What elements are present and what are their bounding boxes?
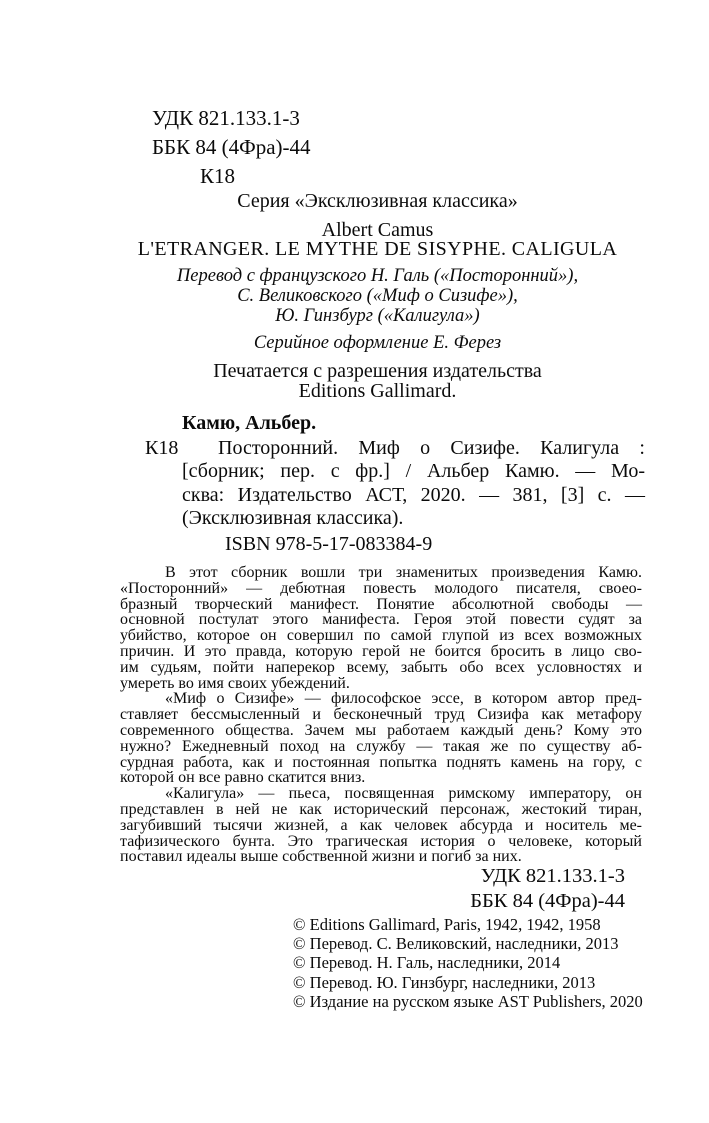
permission-line: Editions Gallimard.	[298, 380, 457, 402]
annotation-line: представлен в ней не как исторический персонаж, жестокий тиран,	[120, 800, 642, 818]
annotation-line: бразный творческий манифест. Понятие абсолютной свободы —	[120, 595, 642, 613]
permission-block	[115, 361, 640, 401]
series-line: Серия «Эксклюзивная классика»	[237, 190, 518, 212]
annotation-line: загубивший тысячи жизней, а как человек абсурда и носитель ме-	[120, 816, 642, 834]
translator-line: Ю. Гинзбург («Калигула»)	[275, 306, 480, 326]
original-title: L'ETRANGER. LE MYTHE DE SISYPHE. CALIGULA	[137, 238, 618, 260]
permission-line: Печатается с разрешения издательства	[213, 360, 542, 382]
annotation-line: умереть во имя своих убеждений.	[120, 674, 350, 692]
translator-line: С. Великовского («Миф о Сизифе»),	[237, 286, 518, 306]
card-code: К18	[145, 437, 179, 459]
annotation-paragraph	[120, 691, 642, 786]
annotation-line: убийство, которое он совершил по самой глупой из всех возможных	[120, 627, 642, 645]
annotation-paragraph	[120, 565, 642, 691]
annotation-block	[120, 565, 642, 865]
annotation-line: которой он все равно скатится вниз.	[120, 769, 366, 787]
copyright-line: © Перевод. Н. Галь, наследники, 2014	[293, 953, 561, 973]
annotation-line: нужно? Ежедневный поход на службу — такая же по существу аб-	[120, 737, 642, 755]
annotation-line: причин. И это правда, которую герой не боится бросить в лицо сво-	[120, 642, 642, 660]
original-title-block	[115, 221, 640, 259]
annotation-paragraph	[120, 786, 642, 865]
annotation-line: тафизического бунта. Это трагическая история о человеке, который	[120, 832, 642, 850]
annotation-line: современного общества. Зачем мы работаем каждый день? Кому это	[120, 721, 642, 739]
annotation-line: основной постулат этого манифеста. Героя этой повести судят за	[120, 611, 642, 629]
card-line: (Эксклюзивная классика).	[182, 506, 404, 529]
copyright-line: © Перевод. С. Великовский, наследники, 2013	[293, 934, 619, 954]
udk-code: УДК 821.133.1-3	[152, 106, 300, 130]
annotation-line: «Миф о Сизифе» — философское эссе, в котором автор пред-	[165, 690, 642, 708]
annotation-line: поставил идеалы выше собственной жизни и погиб за них.	[120, 848, 522, 866]
card-line: [сборник; пер. с фр.] / Альбер Камю. — Мо-	[182, 460, 645, 483]
annotation-line: В этот сборник вошли три знаменитых произведения Камю.	[165, 564, 642, 581]
annotation-line: им судьям, пойти наперекор всему, забыть обо всех условностях и	[120, 658, 642, 676]
annotation-line: «Посторонний» — дебютная повесть молодого писателя, своео-	[120, 579, 642, 597]
copyright-line: © Editions Gallimard, Paris, 1942, 1942, 1958	[293, 915, 601, 934]
bottom-codes-block	[470, 864, 625, 914]
card-description	[182, 437, 645, 530]
original-author: Albert Camus	[321, 219, 434, 241]
annotation-line: «Калигула» — пьеса, посвященная римскому императору, он	[165, 785, 642, 803]
author-sign-code: К18	[200, 164, 236, 188]
card-line: сква: Издательство АСТ, 2020. — 381, [3] с. —	[182, 483, 645, 506]
translator-line: Перевод с французского Н. Галь («Посторонний»),	[176, 266, 579, 286]
copyright-line: © Перевод. Ю. Гинзбург, наследники, 2013	[293, 972, 596, 992]
annotation-line: сурдная работа, как и постоянная попытка поднять камень на гору, с	[120, 753, 642, 771]
copyright-line: © Издание на русском языке AST Publishers, 2020	[293, 991, 643, 1011]
series-design-line: Серийное оформление Е. Ферез	[253, 333, 502, 353]
copyright-block	[293, 915, 643, 1011]
card-line: Посторонний. Миф о Сизифе. Калигула :	[218, 437, 645, 459]
isbn-line: ISBN 978-5-17-083384-9	[225, 533, 433, 555]
card-author: Камю, Альбер.	[182, 412, 317, 434]
udk-code-bottom: УДК 821.133.1-3	[480, 865, 625, 887]
bbk-code: ББК 84 (4Фра)-44	[152, 135, 311, 159]
bbk-code-bottom: ББК 84 (4Фра)-44	[470, 890, 625, 912]
translators-block	[115, 266, 640, 326]
top-codes-block	[152, 104, 311, 191]
annotation-line: ставляет бессмысленный и бесконечный труд Сизифа как метафору	[120, 706, 642, 724]
